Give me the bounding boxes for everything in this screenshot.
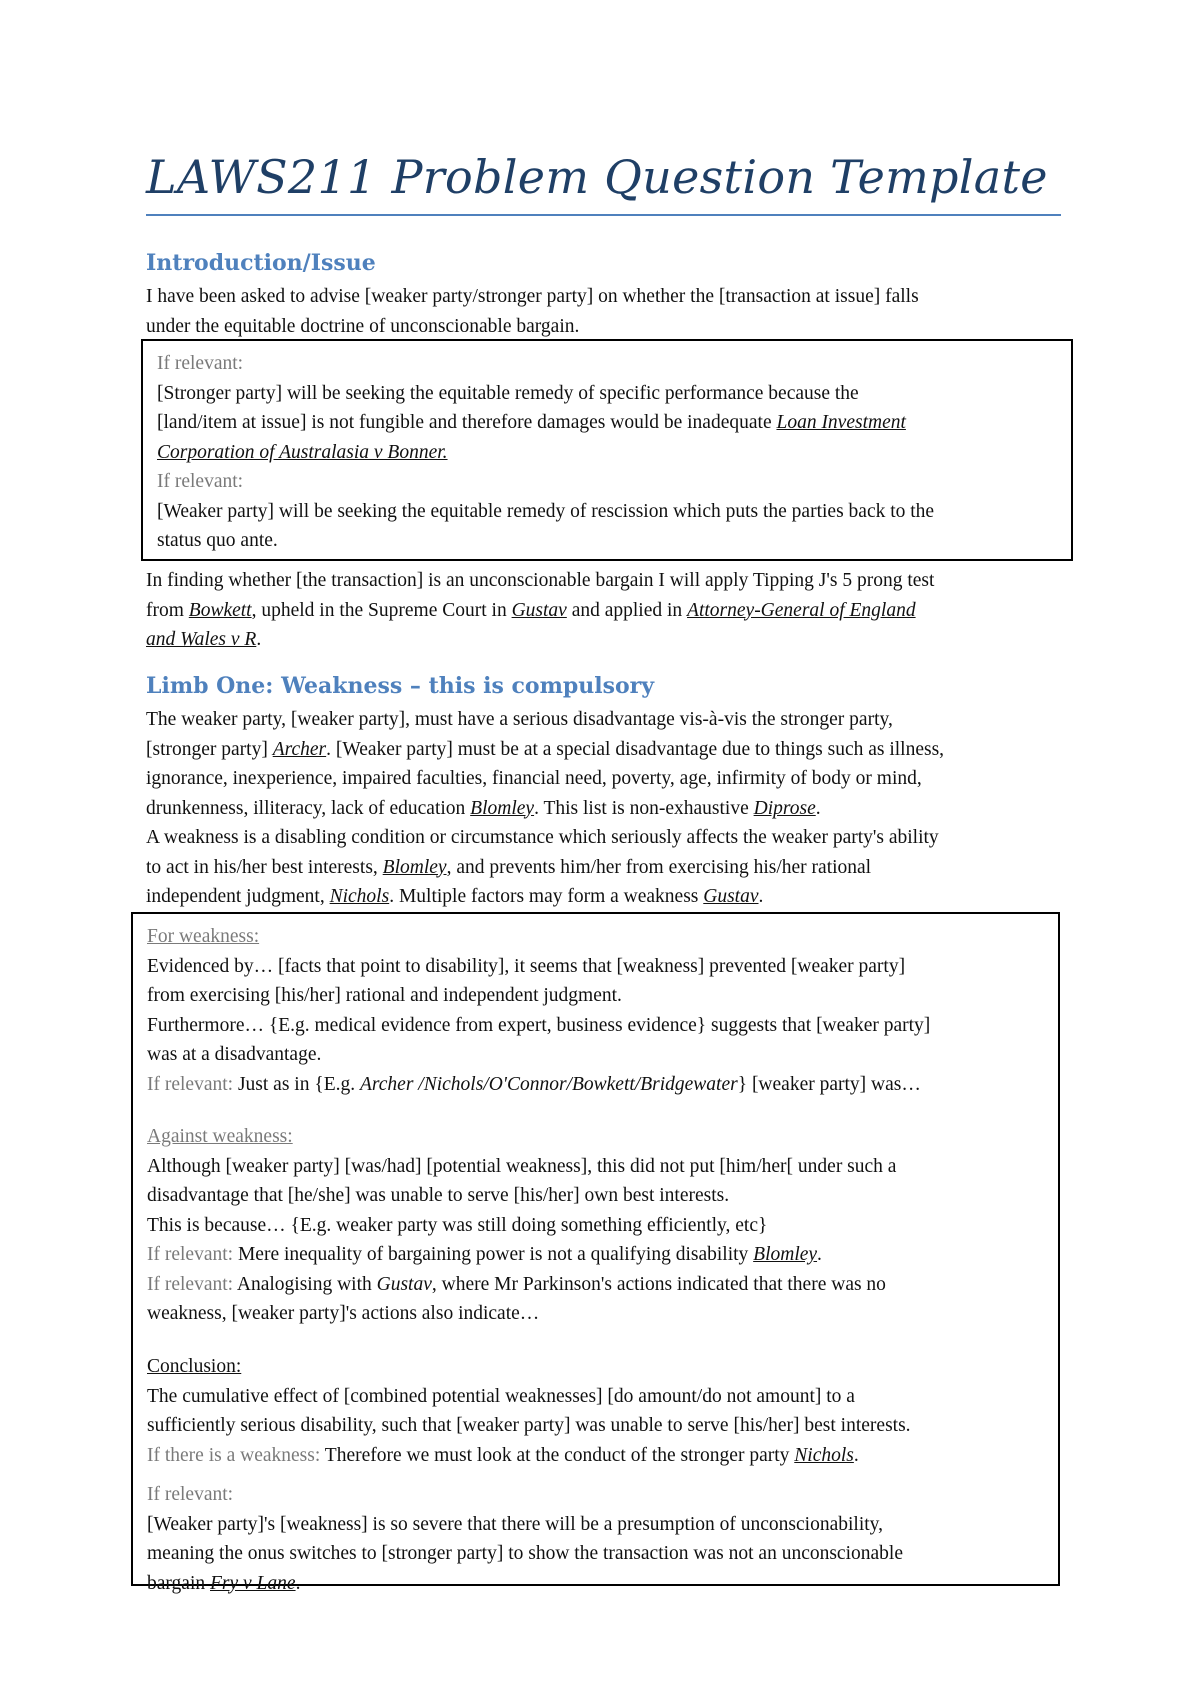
title-underline <box>146 214 1061 216</box>
case-list: Archer /Nichols/O'Connor/Bowkett/Bridgewater <box>359 1073 738 1095</box>
case-citation: Bowkett <box>188 599 252 621</box>
if-relevant-label: If relevant: <box>147 1273 234 1295</box>
text-line: In finding whether [the transaction] is an unconscionable bargain I will apply Tipping J's 5 prong test <box>146 570 935 591</box>
text-line: [Stronger party] will be seeking the equitable remedy of specific performance because the <box>157 382 859 404</box>
text-span: to act in his/her best interests, <box>146 856 383 878</box>
text-line: The cumulative effect of [combined potential weaknesses] [do amount/do not amount] to a <box>147 1385 855 1407</box>
case-citation: Corporation of Australasia v Bonner. <box>157 441 448 463</box>
text-line: weakness, [weaker party]'s actions also indicate… <box>147 1303 540 1324</box>
text-line <box>147 1240 1067 1270</box>
text-line: Furthermore… {E.g. medical evidence from expert, business evidence} suggests that [weaker party] <box>147 1014 931 1036</box>
case-citation: Diprose <box>753 797 816 819</box>
text-line <box>147 1270 1067 1300</box>
text-span: . <box>256 629 262 650</box>
text-span: . <box>815 797 821 819</box>
case-citation: Loan Investment <box>776 412 906 433</box>
text-line <box>146 735 1066 765</box>
case-citation: Blomley <box>382 856 447 878</box>
case-citation: Gustav <box>376 1273 432 1295</box>
case-citation: Archer <box>272 738 327 760</box>
for-weakness-label: For weakness: <box>147 926 260 947</box>
text-line: The weaker party, [weaker party], must have a serious disadvantage vis-à-vis the stronger party, <box>146 709 893 730</box>
text-span: . <box>817 1244 822 1265</box>
text-line: [Weaker party]'s [weakness] is so severe that there will be a presumption of unconscionability, <box>147 1513 884 1535</box>
conclusion-label: Conclusion: <box>147 1356 242 1377</box>
text-line: sufficiently serious disability, such that [weaker party] was unable to serve [his/her] best interests. <box>147 1415 911 1436</box>
case-citation: and Wales v R <box>146 629 257 650</box>
text-line: status quo ante. <box>157 530 278 551</box>
text-line <box>157 438 1077 468</box>
if-relevant-label: If relevant: <box>147 1073 234 1095</box>
text-span: bargain <box>147 1572 210 1594</box>
text-line: under the equitable doctrine of unconscionable bargain. <box>146 315 580 337</box>
case-citation: Attorney-General of England <box>687 599 916 621</box>
text-span: from <box>146 599 189 621</box>
text-line: meaning the onus switches to [stronger party] to show the transaction was not an unconscionable <box>147 1543 903 1564</box>
text-span: drunkenness, illiteracy, lack of education <box>146 797 471 819</box>
if-relevant-label: If relevant: <box>147 1244 234 1265</box>
text-span: Just as in {E.g. <box>233 1073 360 1095</box>
remedy-box-text <box>157 349 1077 556</box>
text-line: I have been asked to advise [weaker party/stronger party] on whether the [transaction at issue] falls <box>146 286 919 307</box>
conclusion-section <box>147 1352 1067 1470</box>
weakness-analysis-box <box>131 912 1060 1594</box>
case-citation: Gustav <box>703 886 759 907</box>
text-line <box>157 408 1077 438</box>
text-span: Analogising with <box>233 1273 377 1295</box>
against-weakness-label: Against weakness: <box>147 1126 293 1147</box>
text-span: , and prevents him/her from exercising his/her rational <box>446 856 872 878</box>
intro-paragraph <box>146 282 1066 341</box>
text-line: Although [weaker party] [was/had] [potential weakness], this did not put [him/her[ under such a <box>147 1155 897 1177</box>
text-line <box>146 625 1066 655</box>
case-citation: Blomley <box>470 797 535 819</box>
text-line <box>147 1070 1067 1100</box>
text-span: . <box>758 886 764 907</box>
remedy-box <box>141 339 1073 561</box>
text-span: , upheld in the Supreme Court in <box>251 599 512 621</box>
document-title: LAWS211 Problem Question Template <box>146 150 1048 204</box>
if-relevant-label: If relevant: <box>157 353 244 374</box>
text-span: . [Weaker party] must be at a special disadvantage due to things such as illness, <box>326 738 945 760</box>
text-span: [land/item at issue] is not fungible and therefore damages would be inadequate <box>157 412 777 433</box>
case-citation: Nichols <box>794 1444 854 1466</box>
case-citation: Fry v Lane <box>210 1572 296 1594</box>
text-line: from exercising [his/her] rational and independent judgment. <box>147 985 622 1006</box>
if-relevant-label: If relevant: <box>157 471 244 492</box>
presumption-section <box>147 1480 1067 1598</box>
text-span: . Multiple factors may form a weakness <box>389 886 704 907</box>
text-span: } [weaker party] was… <box>737 1073 921 1095</box>
text-line <box>146 882 1066 912</box>
text-line: disadvantage that [he/she] was unable to serve [his/her] own best interests. <box>147 1185 730 1206</box>
case-citation: Nichols <box>329 886 390 907</box>
case-citation: Gustav <box>511 599 567 621</box>
text-line: Evidenced by… [facts that point to disability], it seems that [weakness] prevented [weaker party] <box>147 955 906 977</box>
apply-paragraph <box>146 566 1066 655</box>
text-line: This is because… {E.g. weaker party was still doing something efficiently, etc} <box>147 1214 768 1236</box>
case-citation: Blomley <box>753 1244 818 1265</box>
text-span: [stronger party] <box>146 738 273 760</box>
text-span: , where Mr Parkinson's actions indicated that there was no <box>431 1273 886 1295</box>
text-line <box>146 794 1066 824</box>
against-weakness-section <box>147 1122 1067 1329</box>
text-line: was at a disadvantage. <box>147 1044 322 1065</box>
text-line <box>146 853 1066 883</box>
text-line <box>147 1441 1067 1471</box>
if-relevant-label: If relevant: <box>147 1484 234 1505</box>
text-line: [Weaker party] will be seeking the equitable remedy of rescission which puts the parties back to the <box>157 500 935 522</box>
text-line <box>146 596 1066 626</box>
text-line: A weakness is a disabling condition or circumstance which seriously affects the weaker party's ability <box>146 827 939 848</box>
text-span: . <box>853 1444 859 1466</box>
text-span: and applied in <box>566 599 688 621</box>
text-span: . This list is non-exhaustive <box>534 797 754 819</box>
text-span: Mere inequality of bargaining power is not a qualifying disability <box>233 1244 754 1265</box>
text-line <box>147 1569 1067 1599</box>
intro-heading: Introduction/Issue <box>146 250 376 276</box>
limb-one-heading: Limb One: Weakness – this is compulsory <box>146 673 655 699</box>
text-span: independent judgment, <box>146 886 330 907</box>
if-weakness-label: If there is a weakness: <box>147 1444 321 1466</box>
text-span: Therefore we must look at the conduct of the stronger party <box>320 1444 795 1466</box>
text-span: . <box>295 1572 301 1594</box>
limb-one-paragraph <box>146 705 1066 912</box>
text-line: ignorance, inexperience, impaired faculties, financial need, poverty, age, infirmity of body or mind, <box>146 768 922 789</box>
for-weakness-section <box>147 922 1067 1099</box>
